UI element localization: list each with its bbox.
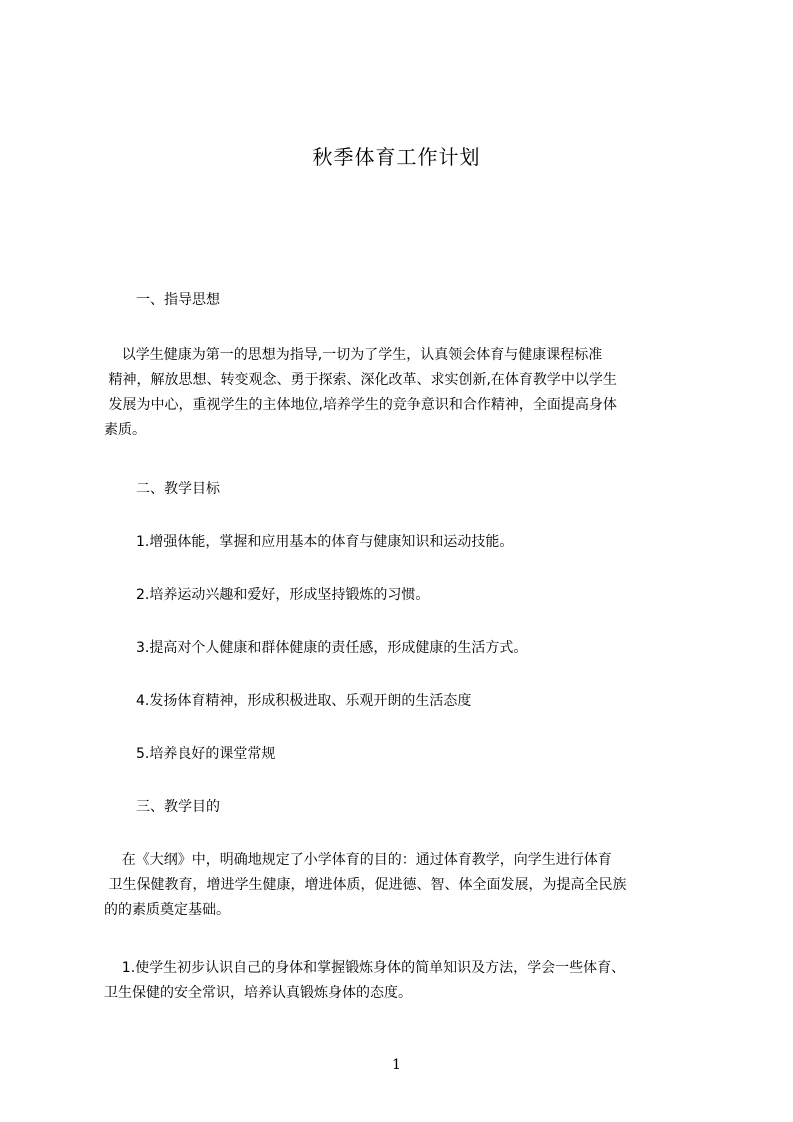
goal-item-4: 4.发扬体育精神，形成积极进取、乐观开朗的生活态度 (136, 693, 472, 709)
paragraph-line: 卫生保健的安全常识，培养认真锻炼身体的态度。 (104, 985, 412, 1001)
teaching-purpose-point-1 (104, 956, 704, 1006)
paragraph-line: 卫生保健教育，增进学生健康，增进体质，促进德、智、体全面发展，为提高全民族 (104, 877, 627, 893)
paragraph-line: 发展为中心，重视学生的主体地位,培养学生的竞争意识和合作精神，全面提高身体 (104, 397, 617, 413)
section-heading-teaching-goals: 二、教学目标 (136, 481, 220, 497)
goal-item-3: 3.提高对个人健康和群体健康的责任感，形成健康的生活方式。 (136, 640, 528, 656)
goal-item-5: 5.培养良好的课堂常规 (136, 746, 276, 762)
paragraph-line: 的的素质奠定基础。 (104, 902, 230, 918)
teaching-purpose-paragraph (104, 848, 704, 923)
page-number: 1 (392, 1057, 401, 1073)
guiding-ideology-paragraph (104, 343, 704, 443)
paragraph-line: 精神，解放思想、转变观念、勇于探索、深化改革、求实创新,在体育教学中以学生 (104, 372, 617, 388)
goal-item-2: 2.培养运动兴趣和爱好，形成坚持锻炼的习惯。 (136, 587, 430, 603)
paragraph-line: 1.使学生初步认识自己的身体和掌握锻炼身体的简单知识及方法，学会一些体育、 (104, 960, 626, 976)
paragraph-line: 素质。 (104, 422, 146, 438)
document-title: 秋季体育工作计划 (312, 145, 481, 169)
section-heading-teaching-purpose: 三、教学目的 (136, 799, 220, 815)
paragraph-line: 以学生健康为第一的思想为指导,一切为了学生，认真领会体育与健康课程标准 (104, 347, 603, 363)
paragraph-line: 在《大纲》中，明确地规定了小学体育的目的：通过体育教学，向学生进行体育 (104, 852, 612, 868)
section-heading-guiding-ideology: 一、指导思想 (136, 292, 220, 308)
goal-item-1: 1.增强体能，掌握和应用基本的体育与健康知识和运动技能。 (136, 534, 514, 550)
